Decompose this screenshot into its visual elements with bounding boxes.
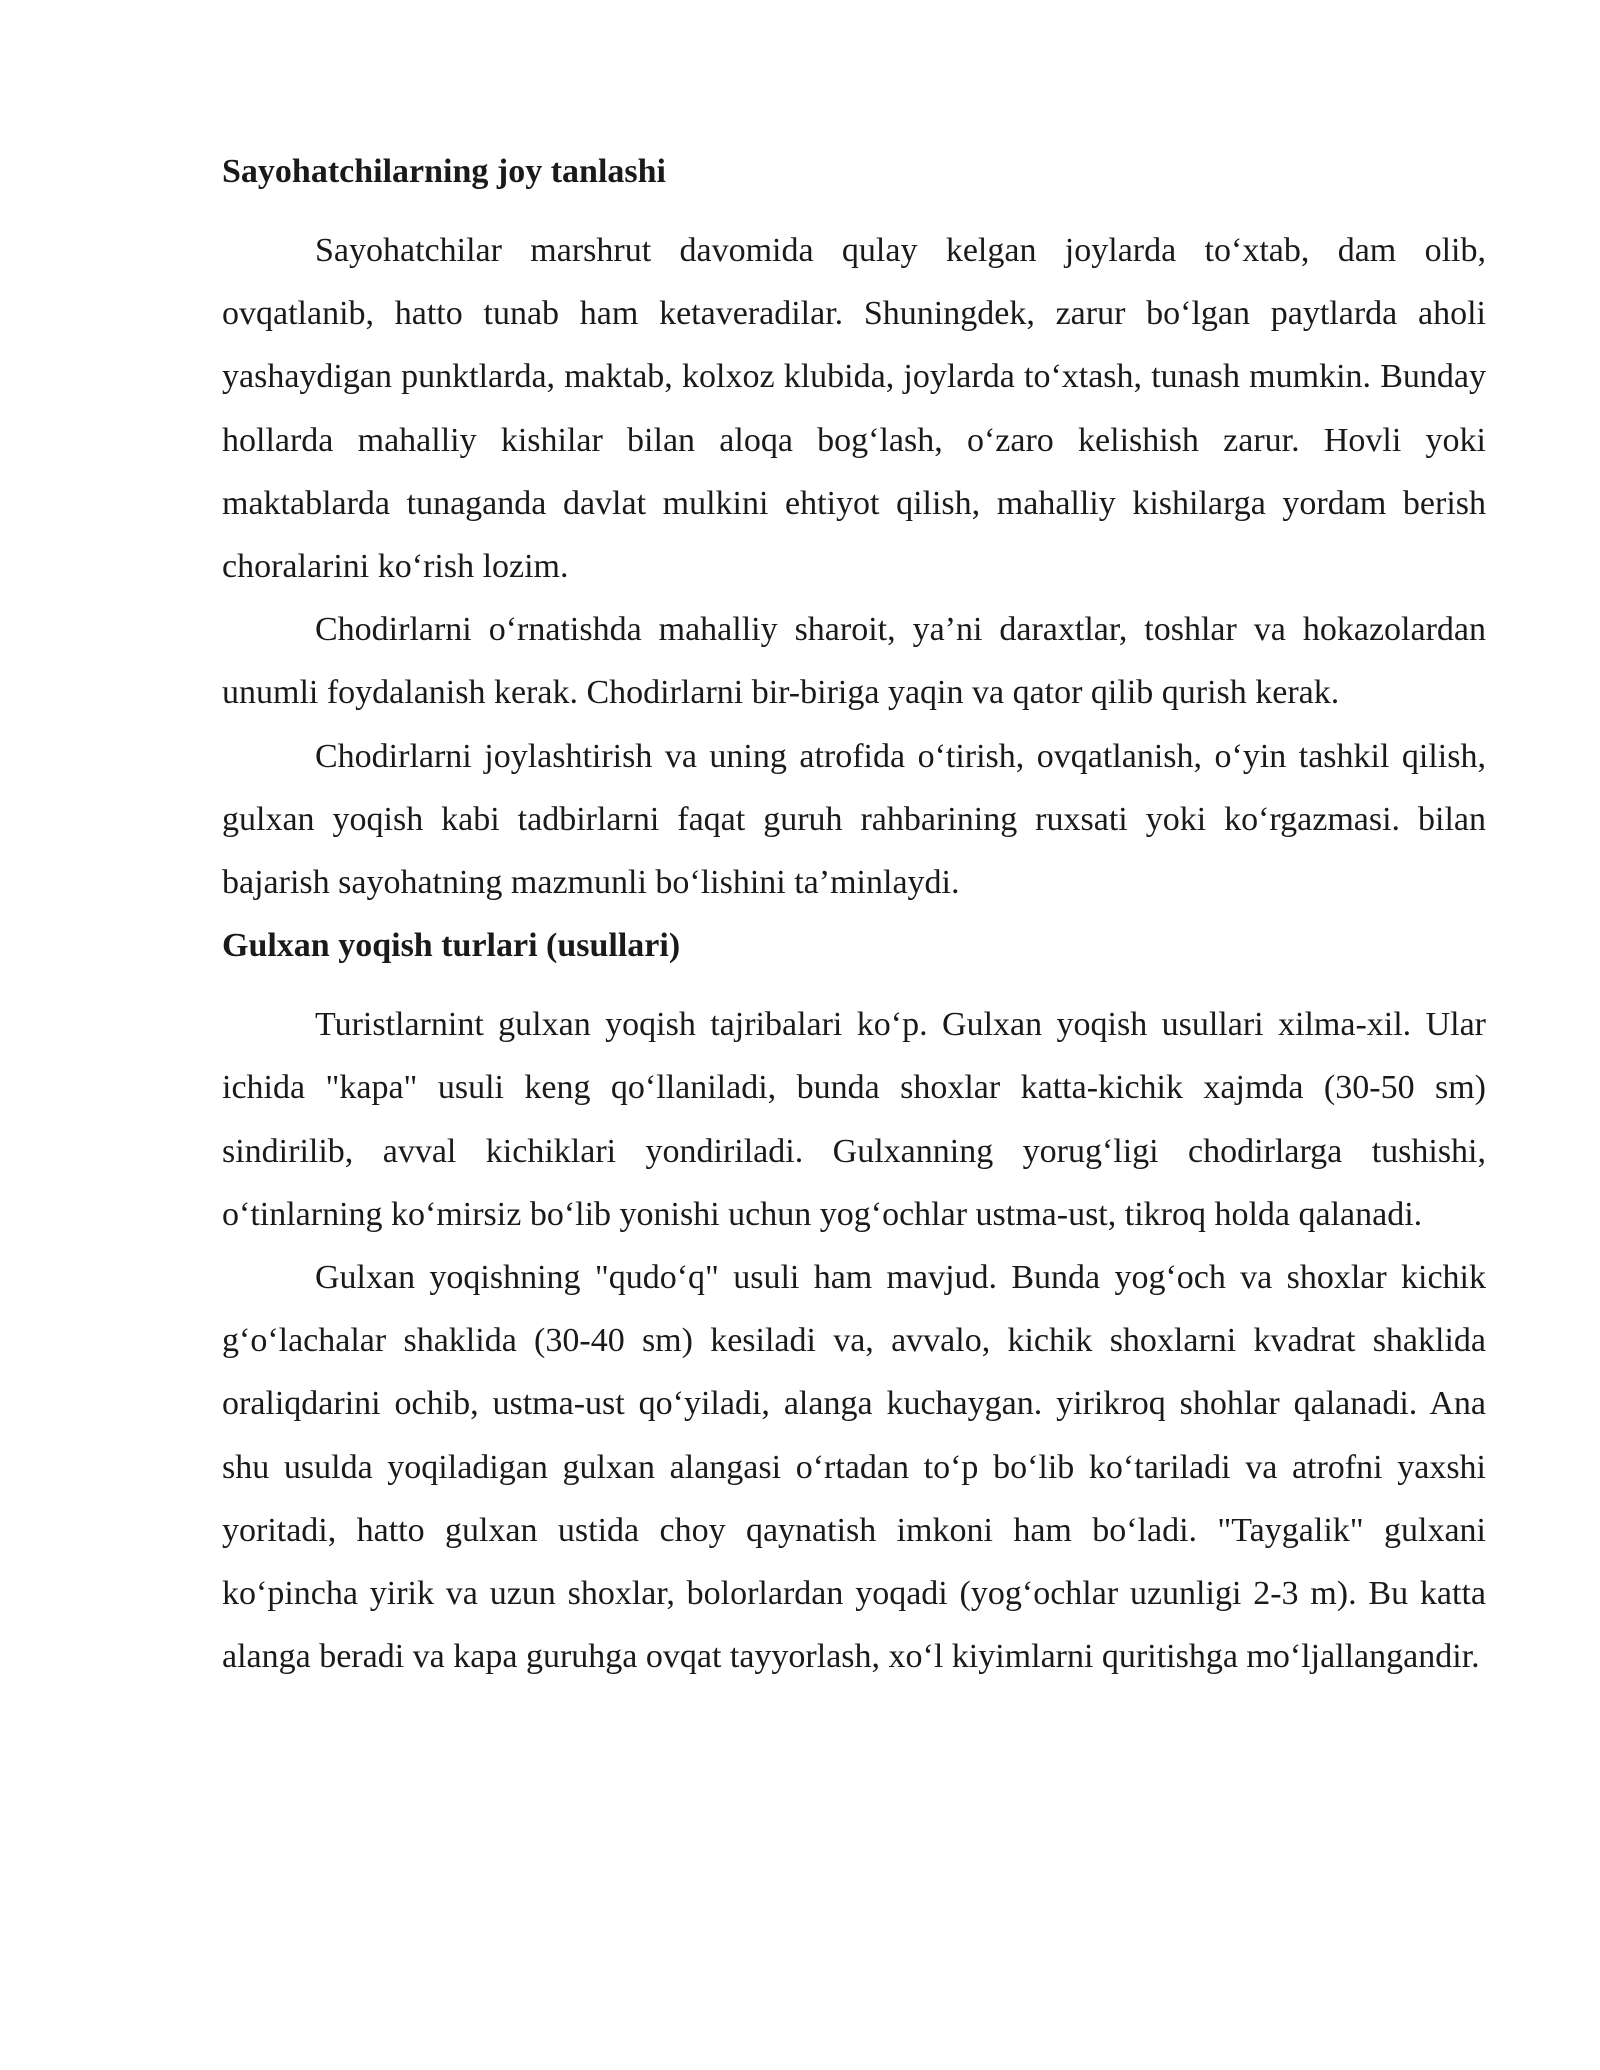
paragraph: Sayohatchilar marshrut davomida qulay kelgan joylarda to‘xtab, dam olib, ovqatlanib, hatto tunab ham ketaveradilar. Shuningdek, zarur bo‘lgan paytlarda aholi yashaydigan punktlarda, maktab, kolxoz klubida, joylarda to‘xtash, tunash mumkin. Bunday hollarda mahalliy kishilar bilan aloqa bog‘lash, o‘zaro kelishish zarur. Hovli yoki maktablarda tunaganda davlat mulkini ehtiyot qilish, mahalliy kishilarga yordam berish choralarini ko‘rish lozim. (222, 232, 1486, 586)
paragraph: Chodirlarni o‘rnatishda mahalliy sharoit, ya’ni daraxtlar, toshlar va hokazolardan unumli foydalanish kerak. Chodirlarni bir-biriga yaqin va qator qilib qurish kerak. (222, 611, 1486, 712)
paragraph: Gulxan yoqishning "qudo‘q" usuli ham mavjud. Bunda yog‘och va shoxlar kichik g‘o‘lachalar shaklida (30-40 sm) kesiladi va, avvalo, kichik shoxlarni kvadrat shaklida oraliqdarini ochib, ustma-ust qo‘yiladi, alanga kuchaygan. yirikroq shohlar qalanadi. Ana shu usulda yoqiladigan gulxan alangasi o‘rtadan to‘p bo‘lib ko‘tariladi va atrofni yaxshi yoritadi, hatto gulxan ustida choy qaynatish imkoni ham bo‘ladi. "Taygalik" gulxani ko‘pincha yirik va uzun shoxlar, bolorlardan yoqadi (yog‘ochlar uzunligi 2-3 m). Bu katta alanga beradi va kapa guruhga ovqat tayyorlash, xo‘l kiyimlarni quritishga mo‘ljallangandir. (222, 1259, 1486, 1676)
paragraph: Chodirlarni joylashtirish va uning atrofida o‘tirish, ovqatlanish, o‘yin tashkil qilish, gulxan yoqish kabi tadbirlarni faqat guruh rahbarining ruxsati yoki ko‘rgazmasi. bilan bajarish sayohatning mazmunli bo‘lishini ta’minlaydi. (222, 737, 1486, 902)
section-heading-joy-tanlashi: Sayohatchilarning joy tanlashi (222, 153, 666, 190)
section-heading-gulxan-yoqish: Gulxan yoqish turlari (usullari) (222, 927, 681, 965)
document-page (222, 140, 1486, 1688)
paragraph: Turistlarnint gulxan yoqish tajribalari ko‘p. Gulxan yoqish usullari xilma-xil. Ular ichida "kapa" usuli keng qo‘llaniladi, bunda shoxlar katta-kichik xajmda (30-50 sm) sindirilib, avval kichiklari yondiriladi. Gulxanning yorug‘ligi chodirlarga tushishi, o‘tinlarning ko‘mirsiz bo‘lib yonishi uchun yog‘ochlar ustma-ust, tikroq holda qalanadi. (222, 1006, 1486, 1233)
